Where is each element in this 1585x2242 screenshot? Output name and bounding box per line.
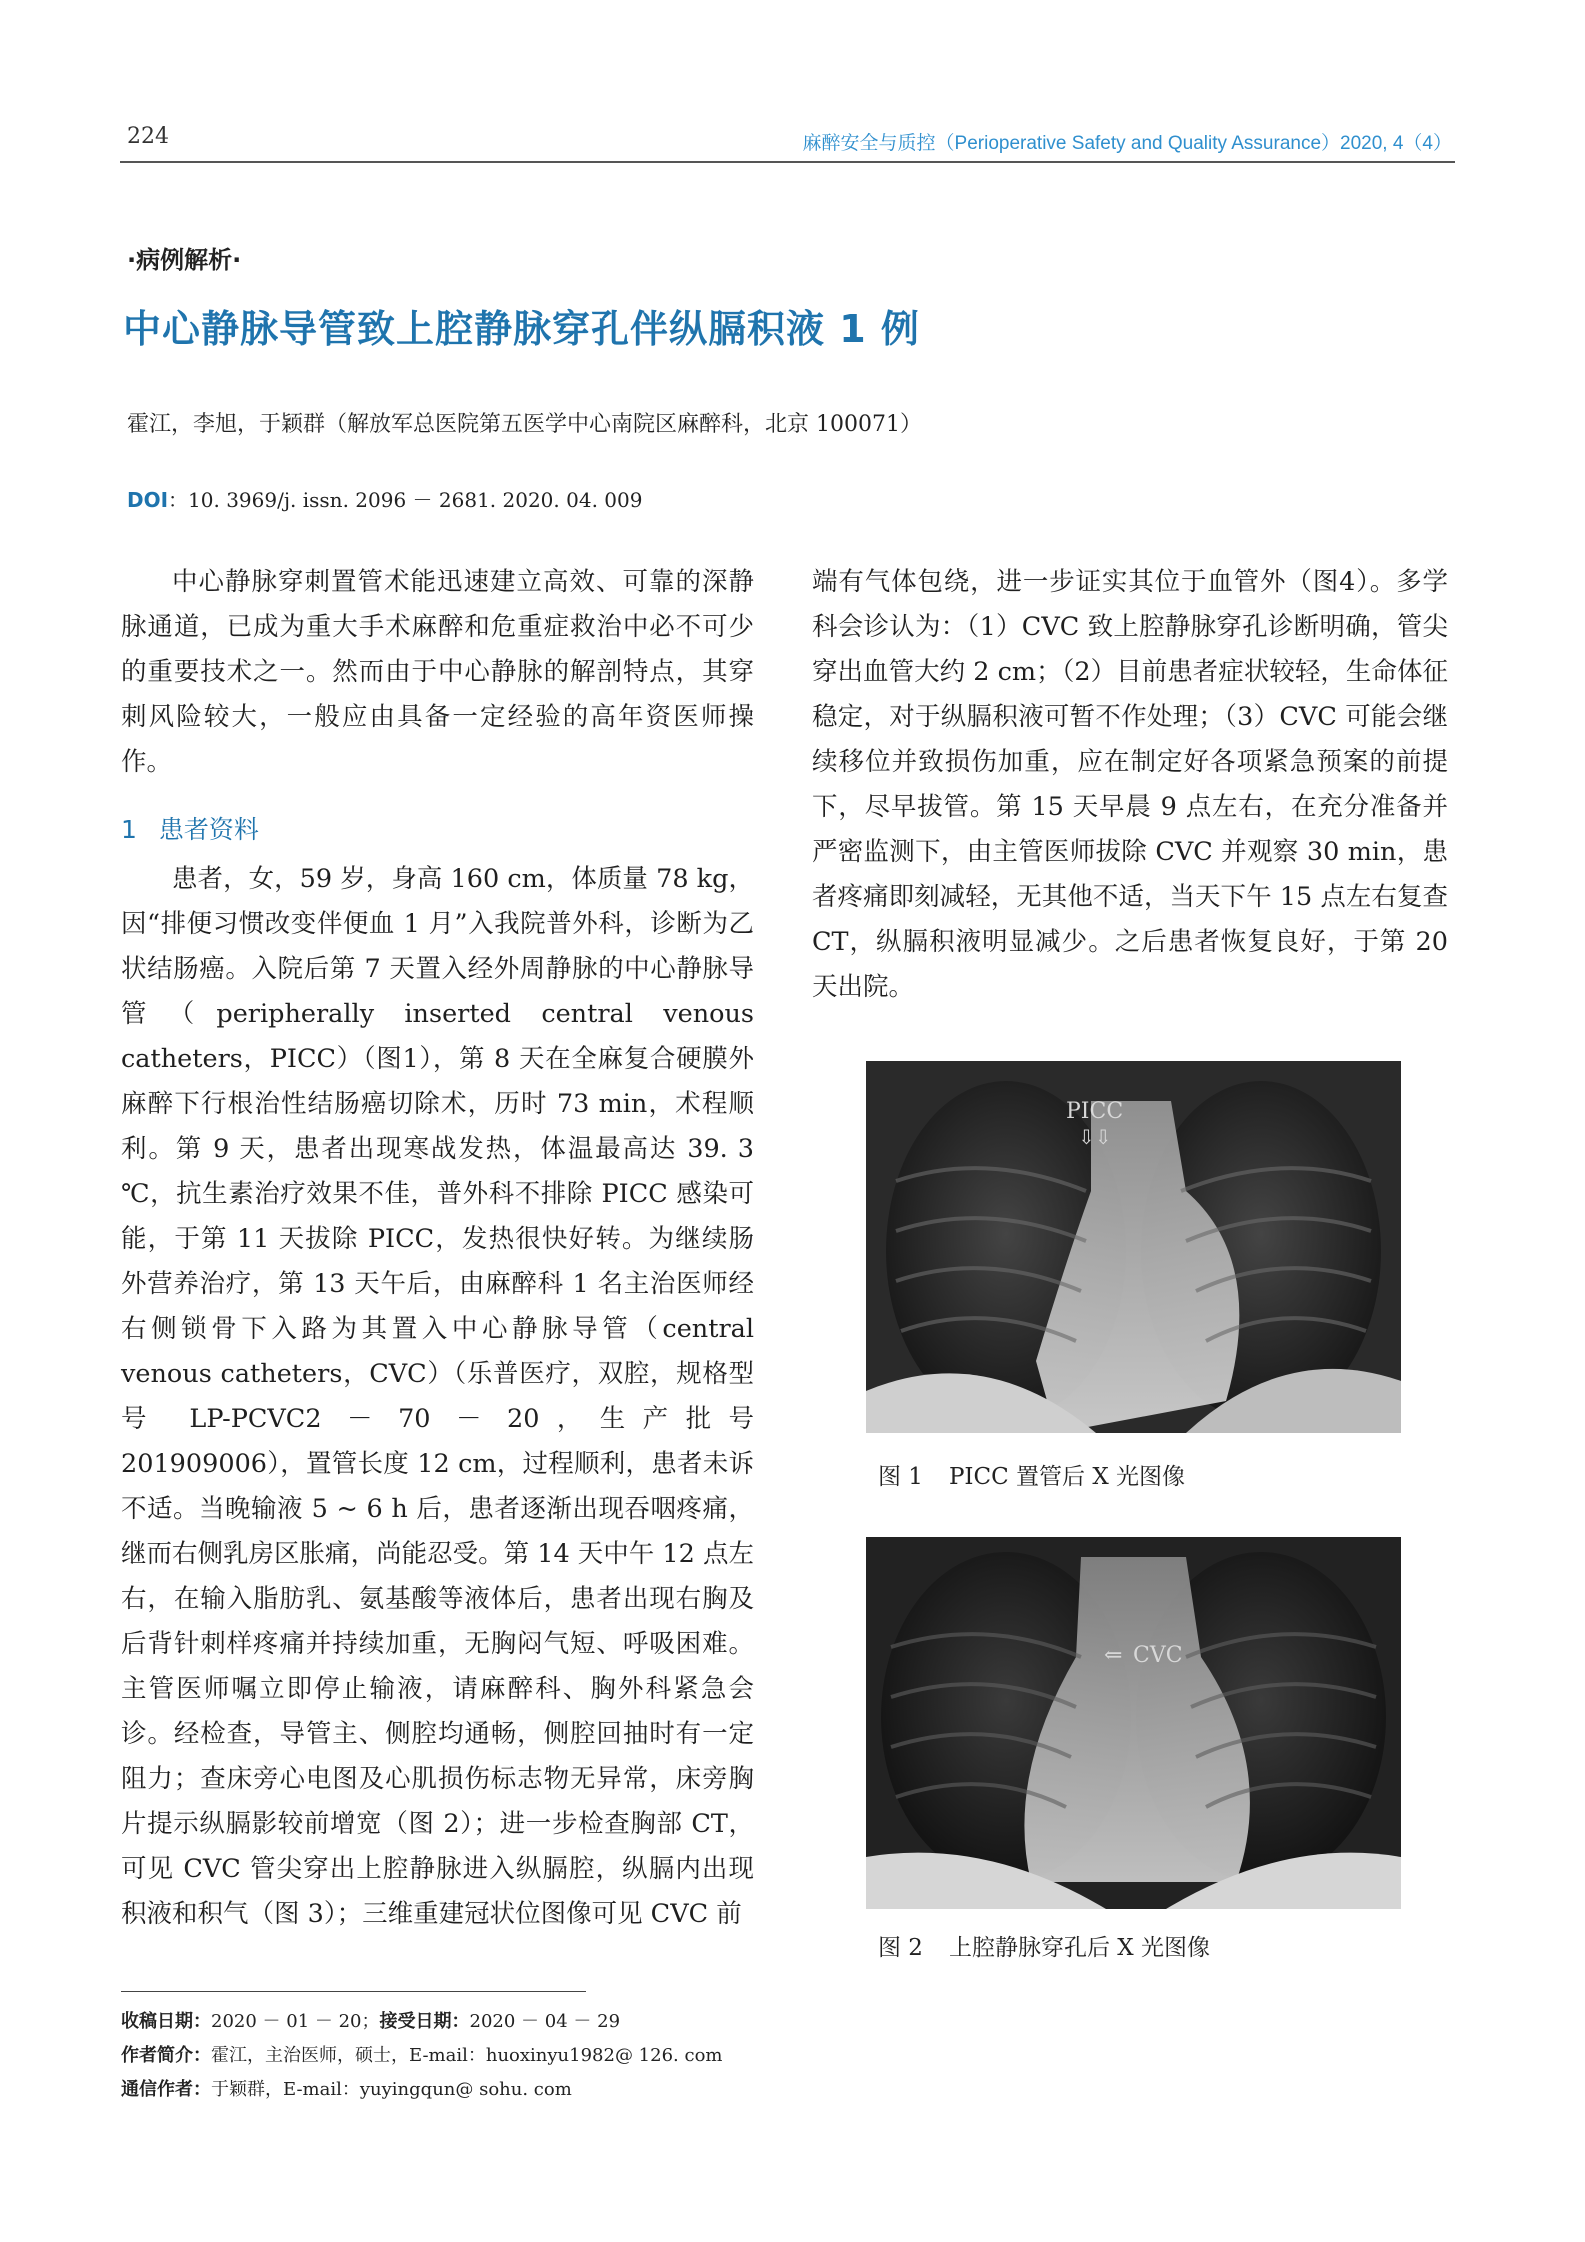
figure-2-caption (878, 1929, 1236, 1962)
doi-value: ：10. 3969/j. issn. 2096 － 2681. 2020. 04. 009 (168, 488, 643, 512)
picc-label: PICC (1066, 1099, 1124, 1124)
section-title: 患者资料 (158, 815, 259, 844)
doi-line (127, 484, 642, 513)
section-tag: ·病例解析· (127, 246, 242, 274)
figure-2-xray (866, 1537, 1401, 1909)
journal-header: 麻醉安全与质控（Perioperative Safety and Quality Assurance）2020, 4（4） (802, 133, 1452, 154)
right-column (812, 560, 1448, 1010)
cvc-arrow: ⇐ (1104, 1643, 1123, 1668)
figure-1-number: 图 1 (878, 1464, 923, 1490)
footnote-dates (121, 2007, 620, 2033)
author-line: 霍江，李旭，于颖群（解放军总医院第五医学中心南院区麻醉科，北京 100071） (127, 412, 922, 437)
author-info: 霍江，主治医师，硕士，E-mail：huoxinyu1982@ 126. com (211, 2045, 723, 2066)
figure-1-caption (878, 1458, 1211, 1491)
cvc-label: CVC (1133, 1643, 1183, 1668)
doi-label: DOI (127, 488, 169, 512)
corr-info: 于颖群，E-mail：yuyingqun@ sohu. com (211, 2079, 572, 2100)
right-paragraph: 端有气体包绕，进一步证实其位于血管外（图4）。多学科会诊认为：（1）CVC 致上腔静脉穿孔诊断明确，管尖穿出血管大约 2 cm；（2）目前患者症状较轻，生命体征稳定，对于纵膈积液可暂不作处理；（3）CVC 可能会继续移位并致损伤加重，应在制定好各项紧急预案的前提下，尽早拔管。第 15 天早晨 9 点左右，在充分准备并严密监测下，由主管医师拔除 CVC 并观察 30 min，患者疼痛即刻减轻，无其他不适，当天下午 15 点左右复查 CT，纵膈积液明显减少。之后患者恢复良好，于第 20 天出院。 (812, 567, 1448, 1002)
footnote-correspondence (121, 2075, 572, 2101)
figure-2-text: 上腔静脉穿孔后 X 光图像 (948, 1935, 1210, 1961)
accepted-label: 接受日期： (379, 2011, 470, 2032)
chest-xray-image (866, 1061, 1401, 1433)
figure-2-number: 图 2 (878, 1935, 923, 1961)
section-heading (121, 807, 754, 852)
article-title: 中心静脉导管致上腔静脉穿孔伴纵膈积液 1 例 (123, 307, 920, 351)
footnote-author (121, 2041, 722, 2067)
case-paragraph: 患者，女，59 岁，身高 160 cm，体质量 78 kg，因“排便习惯改变伴便血 1 月”入我院普外科，诊断为乙状结肠癌。入院后第 7 天置入经外周静脉的中心静脉导管（peripherally inserted central venous catheters，PICC）（图1），第 8 天在全麻复合硬膜外麻醉下行根治性结肠癌切除术，历时 73 min，术程顺利。第 9 天，患者出现寒战发热，体温最高达 39. 3 ℃，抗生素治疗效果不佳，普外科不排除 PICC 感染可能，于第 11 天拔除 PICC，发热很快好转。为继续肠外营养治疗，第 13 天午后，由麻醉科 1 名主治医师经右侧锁骨下入路为其置入中心静脉导管（central venous catheters，CVC）（乐普医疗，双腔，规格型号 LP-PCVC2 － 70 － 20，生产批号 201909006），置管长度 12 cm，过程顺利，患者未诉不适。当晚输液 5 ~ 6 h 后，患者逐渐出现吞咽疼痛，继而右侧乳房区胀痛，尚能忍受。第 14 天中午 12 点左右，在输入脂肪乳、氨基酸等液体后，患者出现右胸及后背针刺样疼痛并持续加重，无胸闷气短、呼吸困难。主管医师嘱立即停止输液，请麻醉科、胸外科紧急会诊。经检查，导管主、侧腔均通畅，侧腔回抽时有一定阻力；查床旁心电图及心肌损伤标志物无异常，床旁胸片提示纵膈影较前增宽（图 2）；进一步检查胸部 CT，可见 CVC 管尖穿出上腔静脉进入纵膈腔，纵膈内出现积液和积气（图 3）；三维重建冠状位图像可见 CVC 前 (121, 864, 754, 1929)
intro-paragraph: 中心静脉穿刺置管术能迅速建立高效、可靠的深静脉通道，已成为重大手术麻醉和危重症救治中必不可少的重要技术之一。然而由于中心静脉的解剖特点，其穿刺风险较大，一般应由具备一定经验的高年资医师操作。 (121, 567, 754, 777)
header-divider (120, 161, 1455, 163)
page-number: 224 (127, 124, 169, 149)
author-label: 作者简介： (121, 2045, 211, 2066)
section-number: 1 (121, 815, 137, 844)
chest-xray-image-2 (866, 1537, 1401, 1909)
picc-arrows: ⇩⇩ (1078, 1125, 1112, 1149)
figure-1-text: PICC 置管后 X 光图像 (948, 1464, 1186, 1490)
figure-1-xray (866, 1061, 1401, 1433)
left-column (121, 560, 754, 1937)
corr-label: 通信作者： (121, 2079, 211, 2100)
received-label: 收稿日期： (121, 2011, 211, 2032)
received-date: 2020 － 01 － 20； (211, 2011, 380, 2032)
accepted-date: 2020 － 04 － 29 (469, 2011, 621, 2032)
footnote-divider (121, 1991, 586, 1992)
